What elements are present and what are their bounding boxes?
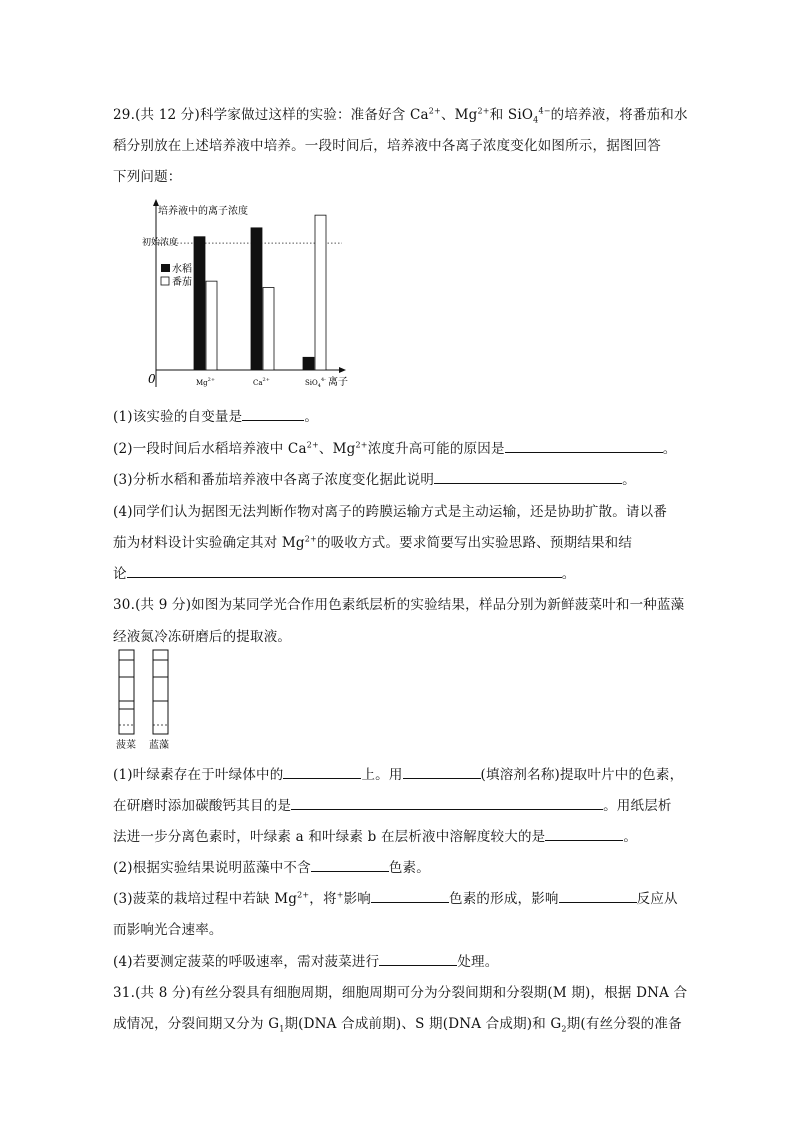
tick-label-2: SiO$_4^{4-}$ [305, 377, 326, 389]
bar-rice-1 [251, 228, 262, 370]
y-axis-arrow [153, 199, 159, 206]
tick-label-0: $Mg^{2+}$ [196, 377, 216, 387]
answer-blank[interactable] [371, 889, 449, 903]
q30-p4: (4)若要测定菠菜的呼吸速率，需对菠菜进行 处理。 [113, 954, 499, 970]
answer-blank[interactable] [283, 765, 361, 779]
bar-tomato-0 [206, 281, 217, 370]
q31-line1: 31.(共 8 分)有丝分裂具有细胞周期，细胞周期可分为分裂间期和分裂期(M 期)，根据 DNA 合 [113, 985, 688, 1001]
q30-p1-line3: 法进一步分离色素时，叶绿素 a 和叶绿素 b 在层析液中溶解度较大的是 。 [113, 829, 638, 845]
chart-svg [140, 197, 370, 397]
legend-label-rice: 水稻 [172, 264, 192, 275]
answer-blank[interactable] [311, 858, 389, 872]
q31-line2: 成情况，分裂间期又分为 $G_1$期(DNA 合成前期)、S 期(DNA 合成期)和 $G_2$期(有丝分裂的准备 [113, 1016, 682, 1034]
strip-label-cyanobacteria: 蓝藻 [149, 740, 169, 751]
q29-p3: (3)分析水稻和番茄培养液中各离子浓度变化据此说明 。 [113, 472, 636, 488]
q30-p1-line1: (1)叶绿素存在于叶绿体中的 上。用 (填溶剂名称)提取叶片中的色素， [113, 767, 684, 783]
origin-label: 0 [148, 372, 156, 386]
q30-line1: 30.(共 9 分)如图为某同学光合作用色素纸层析的实验结果，样品分别为新鲜菠菜叶和一种蓝藻 [113, 597, 685, 613]
x-axis-arrow [339, 367, 346, 373]
x-axis-label: 离子 [328, 377, 348, 388]
y-axis-label: 培养液中的离子浓度 [158, 206, 248, 217]
tick-label-1: $Ca^{2+}$ [253, 377, 270, 387]
legend-swatch-rice [161, 264, 170, 272]
q29-p2: (2)一段时间后水稻培养液中 $Ca^{2+}$、$Mg^{2+}$浓度升高可能的原因是 。 [113, 440, 677, 457]
answer-blank[interactable] [505, 439, 663, 453]
q29-line2: 稻分别放在上述培养液中培养。一段时间后，培养液中各离子浓度变化如图所示，据图回答 [113, 138, 661, 154]
answer-blank[interactable] [559, 889, 637, 903]
legend-swatch-tomato [161, 277, 169, 285]
q30-p3-line1: (3)菠菜的栽培过程中若缺 $Mg^{2+}$，将+影响 色素的形成，影响 反应从 [113, 890, 678, 907]
answer-blank[interactable] [242, 407, 304, 421]
initial-concentration-label: 初始浓度 [142, 238, 179, 248]
answer-blank[interactable] [127, 564, 562, 578]
strip-label-spinach: 菠菜 [116, 740, 136, 751]
strips-svg [113, 648, 183, 753]
answer-blank[interactable] [403, 765, 481, 779]
answer-blank[interactable] [291, 796, 603, 810]
answer-blank[interactable] [434, 470, 622, 484]
legend-label-tomato: 番茄 [172, 277, 192, 288]
q30-p1-line2: 在研磨时添加碳酸钙其目的是 。用纸层析 [113, 798, 672, 814]
chromatography-strips [113, 648, 183, 753]
bar-tomato-1 [263, 288, 274, 371]
bar-tomato-2 [315, 215, 326, 370]
q29-p4-line1: (4)同学们认为据图无法判断作物对离子的跨膜运输方式是主动运输，还是协助扩散。请以番 [113, 504, 668, 520]
q29-p4-line2: 茄为材料设计实验确定其对 $Mg^{2+}$的吸收方式。要求简要写出实验思路、预期结果和结 [113, 534, 633, 551]
spinach-strip [119, 650, 134, 734]
bar-rice-2 [303, 357, 314, 370]
cyanobacteria-strip [153, 650, 168, 734]
q29-p1: (1)该实验的自变量是 。 [113, 409, 319, 425]
q29-line3: 下列问题： [113, 169, 182, 185]
q29-line1: 29.(共 12 分)科学家做过这样的实验：准备好含 $Ca^{2+}$、$Mg^{2+}$和 SiO$_4^{4-}$的培养液，将番茄和水 [113, 106, 688, 125]
q30-p2: (2)根据实验结果说明蓝藻中不含 色素。 [113, 860, 430, 876]
q30-line2: 经液氮冷冻研磨后的提取液。 [113, 629, 292, 645]
q30-p3-line2: 而影响光合速率。 [113, 922, 223, 938]
bar-rice-0 [194, 237, 205, 370]
answer-blank[interactable] [545, 827, 623, 841]
answer-blank[interactable] [379, 952, 457, 966]
ion-concentration-chart [140, 197, 370, 397]
q29-p4-line3: 论 。 [113, 566, 576, 582]
